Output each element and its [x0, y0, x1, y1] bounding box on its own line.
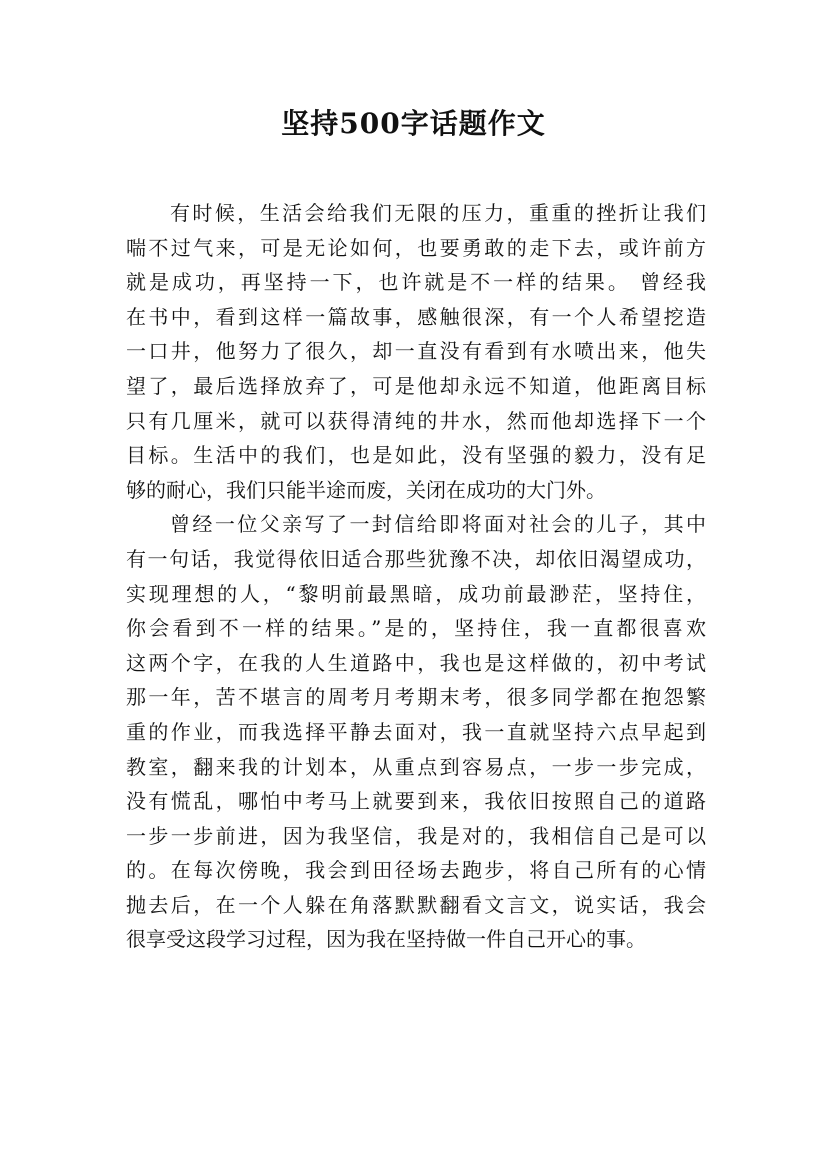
text-line: 望了，最后选择放弃了，可是他却永远不知道，他距离目标 [126, 373, 706, 398]
text-line: 有时候，生活会给我们无限的压力，重重的挫折让我们 [170, 201, 706, 225]
document-title: 坚持500字话题作文 [281, 107, 546, 140]
text-line: 那一年，苦不堪言的周考月考期末考，很多同学都在抱怨繁 [126, 685, 706, 710]
text-line: 你会看到不一样的结果。”是的，坚持住，我一直都很喜欢 [126, 616, 706, 641]
text-line: 一口井，他努力了很久，却一直没有看到有水喷出来，他失 [126, 339, 706, 364]
text-line: 够的耐心，我们只能半途而废，关闭在成功的大门外。 [126, 477, 606, 502]
text-line: 抛去后，在一个人躲在角落默默翻看文言文，说实话，我会 [126, 892, 706, 917]
paragraph-1 [126, 196, 706, 507]
paragraph-2 [126, 507, 706, 957]
text-line: 在书中，看到这样一篇故事，感触很深，有一个人希望挖造 [126, 304, 706, 329]
text-line: 就是成功，再坚持一下，也许就是不一样的结果。 曾经我 [126, 270, 706, 295]
text-line: 重的作业，而我选择平静去面对，我一直就坚持六点早起到 [126, 719, 706, 744]
text-line: 有一句话，我觉得依旧适合那些犹豫不决，却依旧渴望成功， [126, 546, 706, 571]
text-line: 这两个字，在我的人生道路中，我也是这样做的，初中考试 [126, 650, 706, 675]
text-line: 的。在每次傍晚，我会到田径场去跑步，将自己所有的心情 [126, 858, 706, 883]
text-line: 一步一步前进，因为我坚信，我是对的，我相信自己是可以 [126, 823, 706, 848]
text-line: 目标。生活中的我们，也是如此，没有坚强的毅力，没有足 [126, 443, 706, 468]
document-body [126, 196, 706, 957]
text-line: 只有几厘米，就可以获得清纯的井水，然而他却选择下一个 [126, 408, 706, 433]
text-line: 喘不过气来，可是无论如何，也要勇敢的走下去，或许前方 [126, 235, 706, 260]
text-line: 没有慌乱，哪怕中考马上就要到来，我依旧按照自己的道路 [126, 789, 706, 814]
text-line: 实现理想的人，“黎明前最黑暗，成功前最渺茫，坚持住， [126, 581, 706, 606]
text-line: 曾经一位父亲写了一封信给即将面对社会的儿子，其中 [170, 512, 706, 537]
text-line: 很享受这段学习过程，因为我在坚持做一件自己开心的事。 [126, 927, 646, 952]
text-line: 教室，翻来我的计划本，从重点到容易点，一步一步完成， [126, 754, 706, 779]
